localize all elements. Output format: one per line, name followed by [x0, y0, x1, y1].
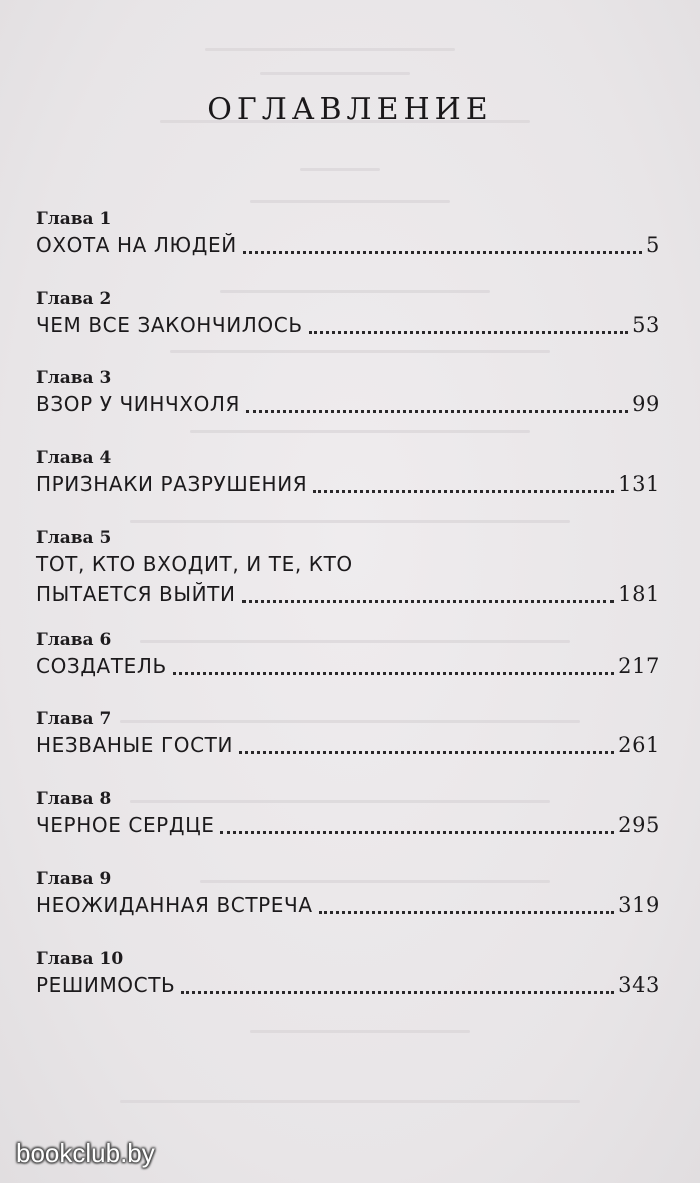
- toc-line: [36, 651, 660, 681]
- chapter-label: Глава 2: [36, 288, 112, 309]
- toc-entry: [36, 367, 660, 447]
- page-number: 319: [618, 892, 660, 917]
- chapter-title: ЧЕМ ВСЕ ЗАКОНЧИЛОСЬ: [36, 312, 303, 337]
- chapter-title-line1: ТОТ, КТО ВХОДИТ, И ТЕ, КТО: [36, 551, 353, 576]
- toc-line: [36, 230, 660, 260]
- toc-line: [36, 310, 660, 340]
- dot-leader: [173, 672, 614, 675]
- page-number: 343: [618, 972, 660, 997]
- chapter-label: Глава 7: [36, 709, 112, 730]
- chapter-label: Глава 4: [36, 448, 112, 469]
- toc-entry: [36, 788, 660, 868]
- bleed-through-line: [205, 48, 455, 51]
- toc-entry: [36, 948, 660, 1028]
- toc-entry: [36, 629, 660, 709]
- chapter-title: ПЫТАЕТСЯ ВЫЙТИ: [36, 581, 236, 606]
- toc-entry: [36, 208, 660, 288]
- toc-line: [36, 890, 660, 920]
- bleed-through-line: [250, 1030, 470, 1033]
- bleed-through-line: [260, 72, 410, 75]
- toc-line: [36, 810, 660, 840]
- chapter-label: Глава 9: [36, 868, 112, 889]
- chapter-label: Глава 10: [36, 948, 124, 969]
- chapter-title: ЧЕРНОЕ СЕРДЦЕ: [36, 813, 215, 838]
- page-number: 181: [618, 581, 660, 606]
- chapter-label: Глава 5: [36, 527, 112, 548]
- chapter-label: Глава 1: [36, 209, 112, 229]
- bleed-through-line: [120, 1100, 580, 1103]
- chapter-title: НЕЗВАНЫЕ ГОСТИ: [36, 733, 234, 758]
- page-number: 5: [646, 233, 660, 257]
- page-number: 53: [632, 312, 660, 337]
- page-number: 99: [632, 392, 660, 417]
- toc-entry: [36, 708, 660, 788]
- chapter-title: СОЗДАТЕЛЬ: [36, 653, 167, 678]
- page-number: 217: [618, 653, 660, 678]
- toc-line: [36, 579, 660, 609]
- toc-line: [36, 389, 660, 419]
- toc-line: [36, 469, 660, 499]
- site-watermark: bookclub.by: [16, 1138, 155, 1168]
- bleed-through-line: [300, 168, 380, 171]
- page-number: 131: [618, 472, 660, 497]
- dot-leader: [220, 831, 614, 834]
- dot-leader: [313, 490, 614, 493]
- dot-leader: [246, 410, 628, 413]
- chapter-title: НЕОЖИДАННАЯ ВСТРЕЧА: [36, 892, 313, 917]
- chapter-title: ПРИЗНАКИ РАЗРУШЕНИЯ: [36, 472, 308, 497]
- toc-line: [36, 730, 660, 760]
- chapter-title: ВЗОР У ЧИНЧХОЛЯ: [36, 392, 241, 417]
- bleed-through-line: [250, 200, 450, 203]
- chapter-label: Глава 6: [36, 629, 112, 650]
- chapter-title: ОХОТА НА ЛЮДЕЙ: [36, 233, 237, 257]
- toc-line: [36, 970, 660, 1000]
- chapter-title: РЕШИМОСТЬ: [36, 972, 176, 997]
- toc-heading: ОГЛАВЛЕНИЕ: [207, 92, 493, 127]
- dot-leader: [242, 600, 615, 603]
- table-of-contents: [36, 208, 660, 1027]
- dot-leader: [181, 991, 614, 994]
- chapter-label: Глава 8: [36, 789, 112, 810]
- dot-leader: [309, 331, 628, 334]
- page-number: 295: [618, 813, 660, 838]
- toc-entry: [36, 288, 660, 368]
- chapter-label: Глава 3: [36, 368, 112, 389]
- dot-leader: [243, 251, 642, 254]
- toc-entry: [36, 447, 660, 527]
- page-number: 261: [618, 733, 660, 758]
- dot-leader: [319, 911, 614, 914]
- toc-entry: [36, 868, 660, 948]
- dot-leader: [239, 751, 614, 754]
- toc-entry: [36, 527, 660, 629]
